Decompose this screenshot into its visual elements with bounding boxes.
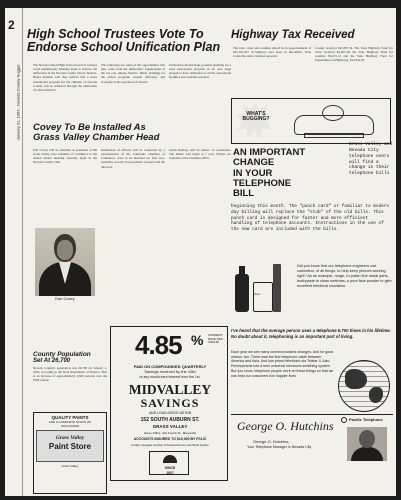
school-article-col1: The Nevada Union High School board of trustees voted unanimously Monday night to endorse the unification of the Nevada County school districts. Board member said they believe that a more educational program for the children of Nevada County will be achieved through the unification of school districts. bbox=[33, 63, 97, 92]
page-number: 2 bbox=[8, 18, 15, 32]
since-seal: SINCE 1927 bbox=[149, 451, 189, 475]
phone-ad-body: beginning this month. The "punch card" or familiar to modern day billing will replace the "stub" of the old bills. This punch card is designed for faster and more efficient handling of telephone accounts. Instructions in the use of the new card are included with the bills. bbox=[231, 204, 390, 233]
tax-article-col1: The state, cities and counties shared in an apportionment of $45,505,407 in highway user taxes in December, State Controller Alan Cranston reported. bbox=[233, 46, 311, 59]
rate-box bbox=[131, 330, 223, 364]
bell-icon bbox=[341, 417, 347, 423]
manager-photo bbox=[347, 427, 387, 461]
pacific-telephone-logo: Pacific Telephone bbox=[341, 417, 389, 425]
dial-icon bbox=[322, 105, 344, 121]
school-article-col2: The following are some of the opportunities that may come from the unification: Equalization of the tax rate among districts. Better planning for the school program. Greater efficiency and economy in the operation of schools. bbox=[101, 63, 165, 84]
heard-quote: I've heard that the average person uses a telephone 6.700 times in his lifetime. No doubt about it, telephoning is an important part of living. bbox=[231, 328, 391, 339]
cosmetics-illustration: TALC bbox=[231, 262, 293, 326]
page-dateline: January 31, 1963...Nevada County Nugget bbox=[15, 64, 21, 141]
population-article: Nevada County's population was 26,700 on January 1, 1963, according to the State Department of Finance. This is an increase of approximately 4,600 persons over the 1960 census. bbox=[33, 366, 107, 383]
interest-rate: 4.85 bbox=[135, 330, 182, 360]
jar-icon bbox=[253, 282, 273, 312]
tax-article-col2: County received $20,387.32. The State Highway Fund for cities received $4,387.49, the State Highway Fund for counties $6,215.13 and the State Highway Fund for Expenditure on Highways, $14,354.93. bbox=[315, 46, 393, 63]
tax-headline: Highway Tax Received bbox=[231, 29, 355, 41]
paint-store-sign: Grass Valley Paint Store bbox=[36, 430, 104, 462]
tube-icon bbox=[273, 264, 281, 312]
paint-store-ad: QUALITY PAINTS AND A COMPLETE STOCK OF WALLPAPER Grass Valley Paint Store Grass Valley bbox=[33, 412, 107, 494]
rate-note: CURRENT RATE PER ANNUM bbox=[208, 333, 223, 345]
newspaper-page bbox=[5, 8, 396, 496]
signature: George O. Hutchins bbox=[237, 419, 334, 433]
school-article-col3: Unification should make possible planning for a total educational program in an area large enough to have utilization of all the educational facilities and available teachers. bbox=[169, 63, 231, 80]
rate-percent: % bbox=[191, 332, 204, 348]
covey-photo bbox=[35, 228, 95, 296]
cosmetics-text: Did you know that our telephone engineers use cosmetics, of all things, to help keep phones working right? As an example, rouge, to polish fine metal parts, toothpaste to clean switches; a pure face powder to give excellent electrical insulation. bbox=[297, 264, 392, 288]
covey-article-col1: Earl Covey will be installed as president of the Grass Valley Area Chamber of Commerce at the annual dinner meeting Saturday night in the Nevada County Club. bbox=[33, 148, 97, 165]
globe-icon bbox=[338, 360, 390, 412]
bottle-icon bbox=[235, 274, 249, 312]
phone-ad-headline: AN IMPORTANT CHANGE IN YOUR TELEPHONE BILL bbox=[233, 147, 306, 199]
population-subhead: Set At 26,700 bbox=[33, 358, 71, 364]
savings-brand: MIDVALLEY bbox=[128, 382, 212, 397]
covey-photo-caption: Earl Covey bbox=[55, 296, 75, 301]
covey-article-col1-cont bbox=[33, 304, 97, 348]
sunrise-icon bbox=[163, 455, 177, 463]
savings-ad: 4.85 % CURRENT RATE PER ANNUM PAID ON COMPOUNDED QUARTERLY Savings received by the 10th of any month earn interest from the 1st. MIDVALLEY SAVINGS AND LOAN ASSOCIATION 152 SOUTH AUBURN ST. GRASS VALLEY Home Office, 410 Fourth St., Marysville ACCOUNTS INSURED TO $10,000 BY FSLIC Locally managed member of Federal Home Loan Bank System SINCE 1927 bbox=[110, 326, 228, 481]
phone-ad-intro: Grass Valley and Nevada City telephone users will find a change in their telephone bills bbox=[349, 142, 393, 177]
phone-ad-illustration: WHAT'S BUGGING? bbox=[231, 98, 391, 144]
savings-brand-2: SAVINGS bbox=[140, 396, 200, 410]
school-headline: High School Trustees Vote To Endorse School Unification Plan bbox=[27, 27, 221, 54]
each-year-text: Each year we see many communications changes. And for good reason, too. There was the first telephone cable between America and Asia. And low-priced television via Telstar II. Also, Pennsylvania has a new universal electronic switching system. But you know, telephone people work on these things so that we can help our customers live happier lives. bbox=[231, 350, 334, 378]
manager-signature-block: George O. Hutchins George O. Hutchins, Your Telephone Manager in Nevada City Pacific Telephone bbox=[231, 414, 393, 464]
covey-article-col3: Justin Ramsey will be master of ceremonies. The dinner will begin at 7 p.m. Tickets are available at the Chamber office. bbox=[169, 148, 231, 161]
covey-headline: Covey To Be Installed As Grass Valley Chamber Head bbox=[33, 122, 160, 144]
page-side-strip bbox=[5, 8, 23, 496]
covey-article-col2: Installation of officers will be conducted by a representative of the California Chamber of Commerce. Also to be installed are first vice-president, second vice-president, treasurer and the directors. bbox=[101, 148, 165, 169]
population-headline: County Population bbox=[33, 351, 91, 358]
